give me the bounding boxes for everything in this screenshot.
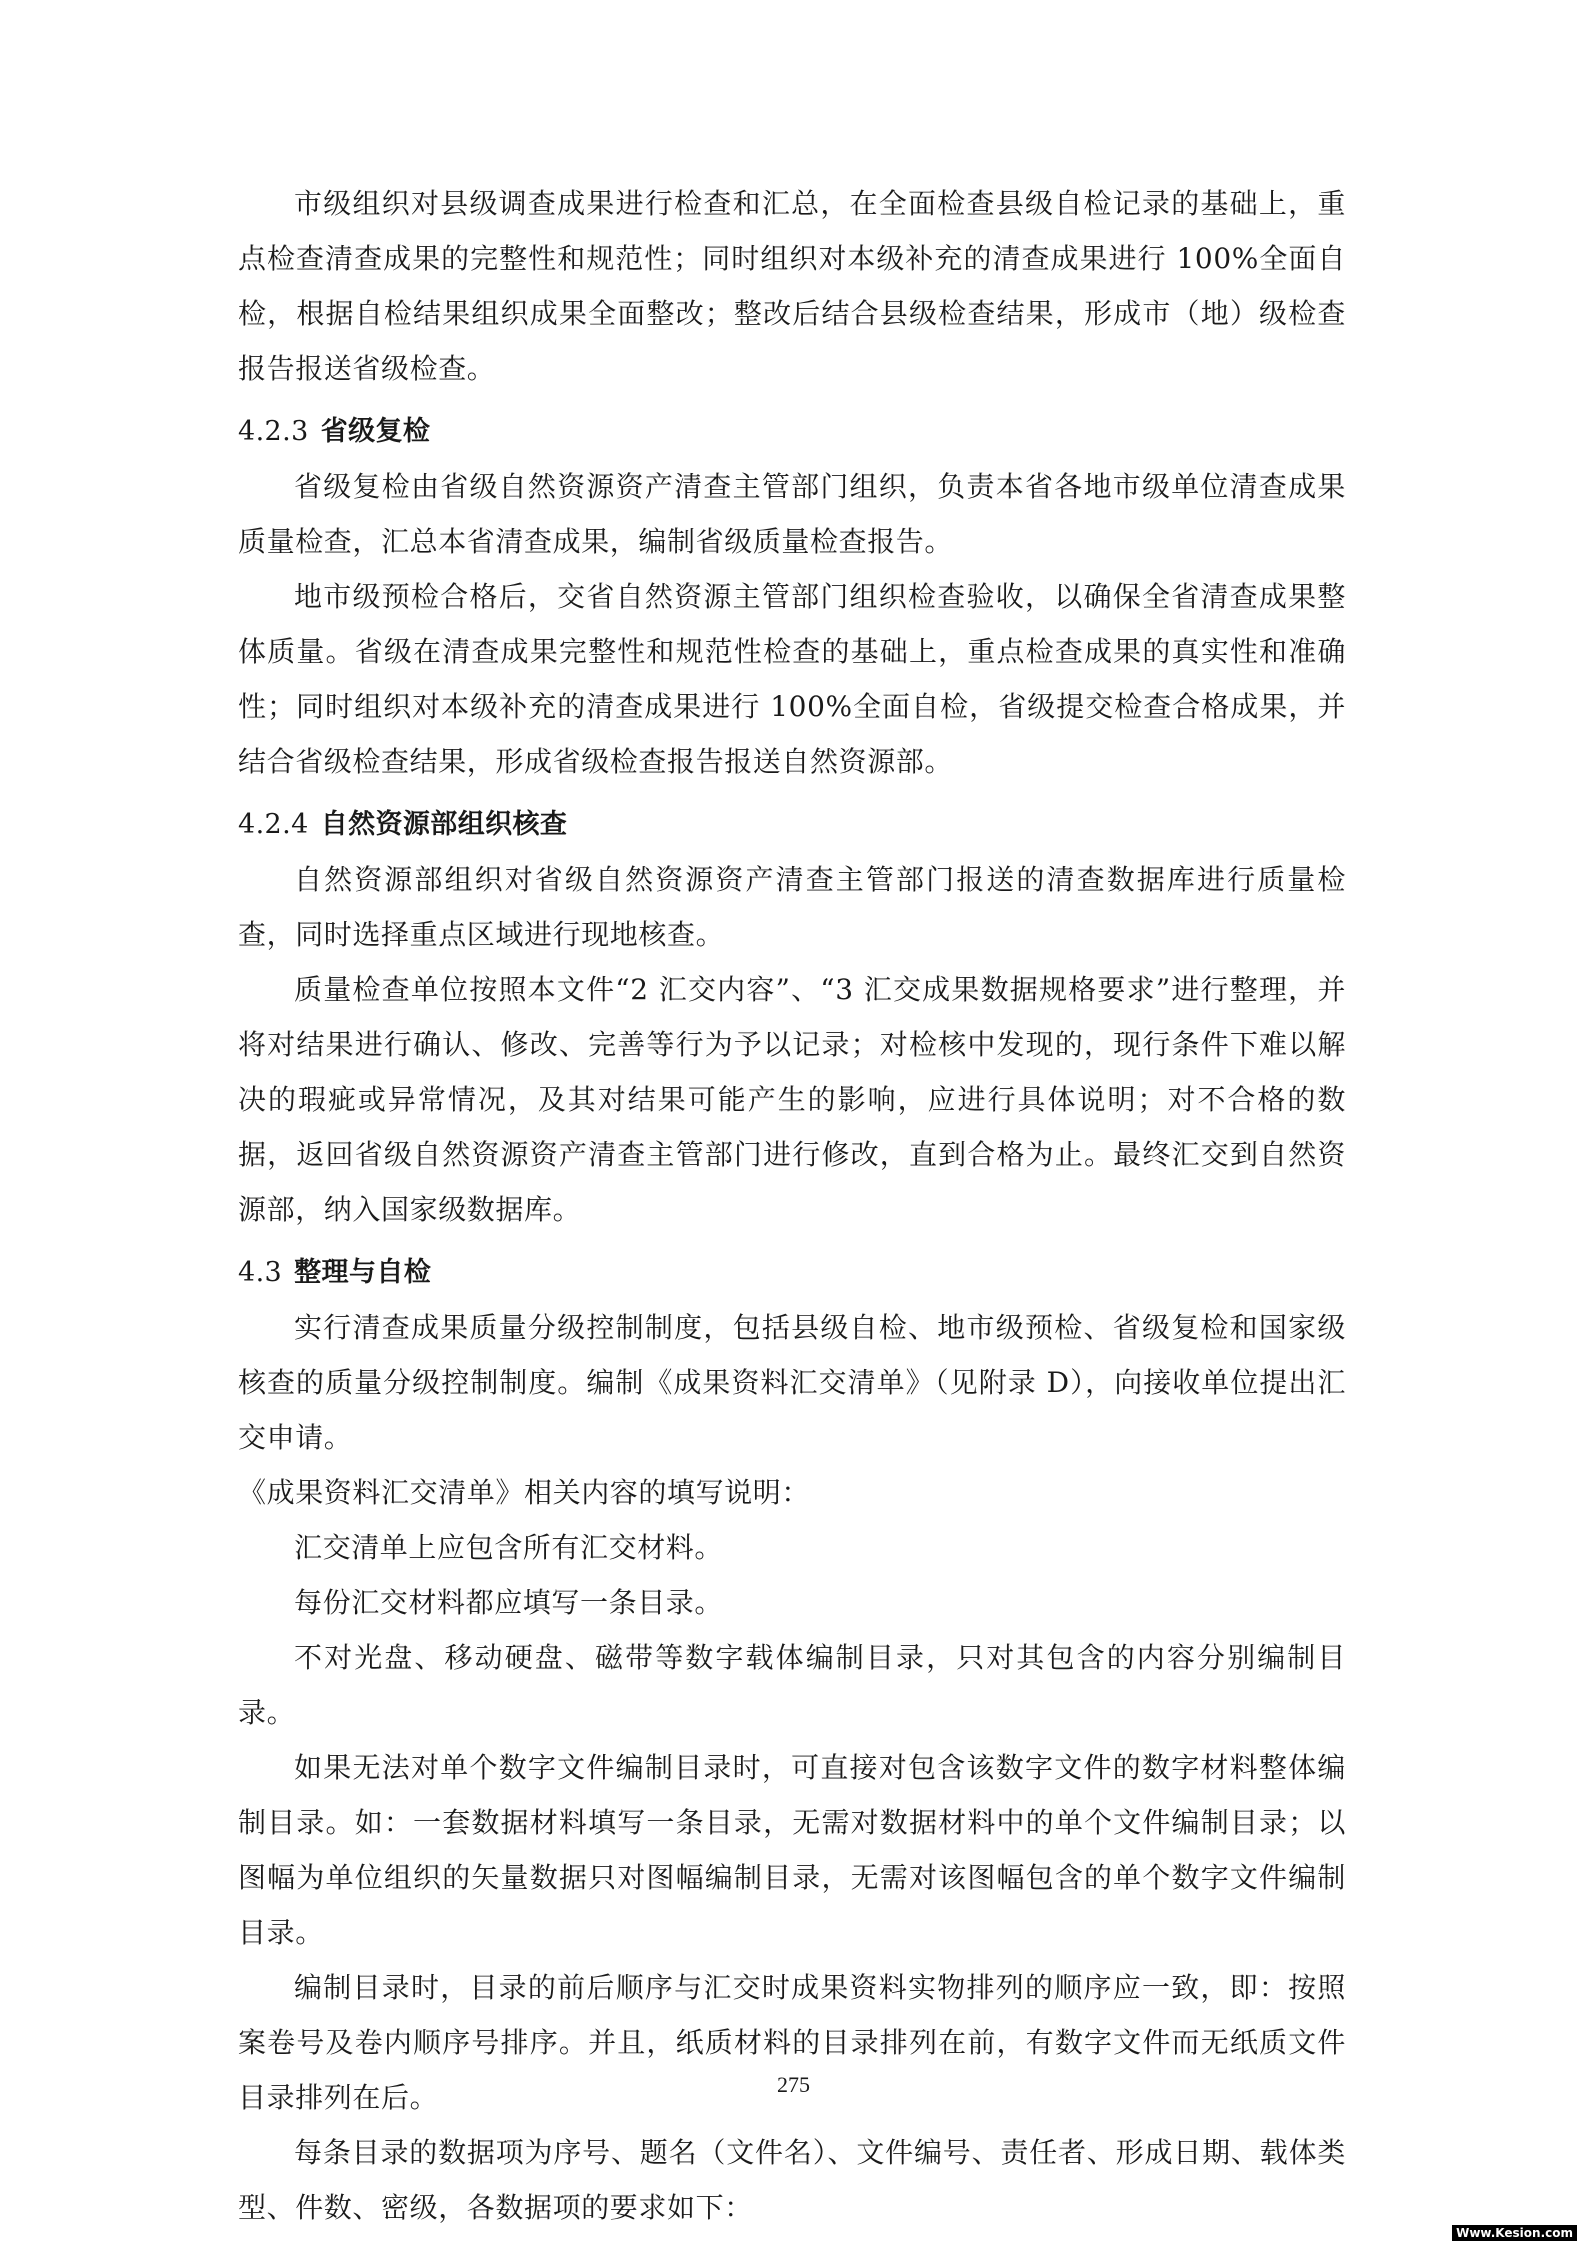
- heading-title: 省级复检: [320, 416, 431, 447]
- paragraph: 不对光盘、移动硬盘、磁带等数字载体编制目录，只对其包含的内容分别编制目录。: [238, 1641, 1346, 1729]
- heading-title: 整理与自检: [294, 1257, 432, 1288]
- paragraph: 编制目录时，目录的前后顺序与汇交时成果资料实物排列的顺序应一致，即：按照案卷号及卷内顺序号排序。并且，纸质材料的目录排列在前，有数字文件而无纸质文件目录排列在后。: [238, 1971, 1346, 2114]
- heading-number: 4.2.3: [238, 416, 309, 447]
- document-body: [238, 176, 1346, 2235]
- watermark: Www.Kesion.com: [1452, 2225, 1577, 2241]
- paragraph: 汇交清单上应包含所有汇交材料。: [294, 1531, 724, 1564]
- paragraph: 《成果资料汇交清单》相关内容的填写说明：: [238, 1476, 811, 1509]
- paragraph: 地市级预检合格后，交省自然资源主管部门组织检查验收，以确保全省清查成果整体质量。省级在清查成果完整性和规范性检查的基础上，重点检查成果的真实性和准确性；同时组织对本级补充的清查成果进行 100%全面自检，省级提交检查合格成果，并结合省级检查结果，形成省级检查报告报送自然资源部。: [238, 580, 1346, 778]
- paragraph-market-level-check: 市级组织对县级调查成果进行检查和汇总，在全面检查县级自检记录的基础上，重点检查清查成果的完整性和规范性；同时组织对本级补充的清查成果进行 100%全面自检，根据自检结果组织成果全面整改；整改后结合县级检查结果，形成市（地）级检查报告报送省级检查。: [238, 187, 1346, 385]
- paragraph: 每条目录的数据项为序号、题名（文件名）、文件编号、责任者、形成日期、载体类型、件数、密级，各数据项的要求如下：: [238, 2136, 1346, 2224]
- heading-4-2-3: [238, 404, 1346, 459]
- paragraph: 如果无法对单个数字文件编制目录时，可直接对包含该数字文件的数字材料整体编制目录。如：一套数据材料填写一条目录，无需对数据材料中的单个文件编制目录；以图幅为单位组织的矢量数据只对图幅编制目录，无需对该图幅包含的单个数字文件编制目录。: [238, 1751, 1346, 1949]
- paragraph: 自然资源部组织对省级自然资源资产清查主管部门报送的清查数据库进行质量检查，同时选择重点区域进行现地核查。: [238, 863, 1346, 951]
- heading-number: 4.3: [238, 1257, 283, 1288]
- heading-4-2-4: [238, 797, 1346, 852]
- paragraph: 实行清查成果质量分级控制制度，包括县级自检、地市级预检、省级复检和国家级核查的质量分级控制制度。编制《成果资料汇交清单》（见附录 D），向接收单位提出汇交申请。: [238, 1311, 1346, 1454]
- paragraph: 省级复检由省级自然资源资产清查主管部门组织，负责本省各地市级单位清查成果质量检查，汇总本省清查成果，编制省级质量检查报告。: [238, 470, 1346, 558]
- paragraph: 每份汇交材料都应填写一条目录。: [294, 1586, 724, 1619]
- page-number: 275: [777, 2072, 810, 2097]
- heading-4-3: [238, 1245, 1346, 1300]
- heading-number: 4.2.4: [238, 809, 309, 840]
- heading-title: 自然资源部组织核查: [320, 809, 568, 840]
- paragraph: 质量检查单位按照本文件“2 汇交内容”、“3 汇交成果数据规格要求”进行整理，并将对结果进行确认、修改、完善等行为予以记录；对检核中发现的，现行条件下难以解决的瑕疵或异常情况，及其对结果可能产生的影响，应进行具体说明；对不合格的数据，返回省级自然资源资产清查主管部门进行修改，直到合格为止。最终汇交到自然资源部，纳入国家级数据库。: [238, 973, 1346, 1226]
